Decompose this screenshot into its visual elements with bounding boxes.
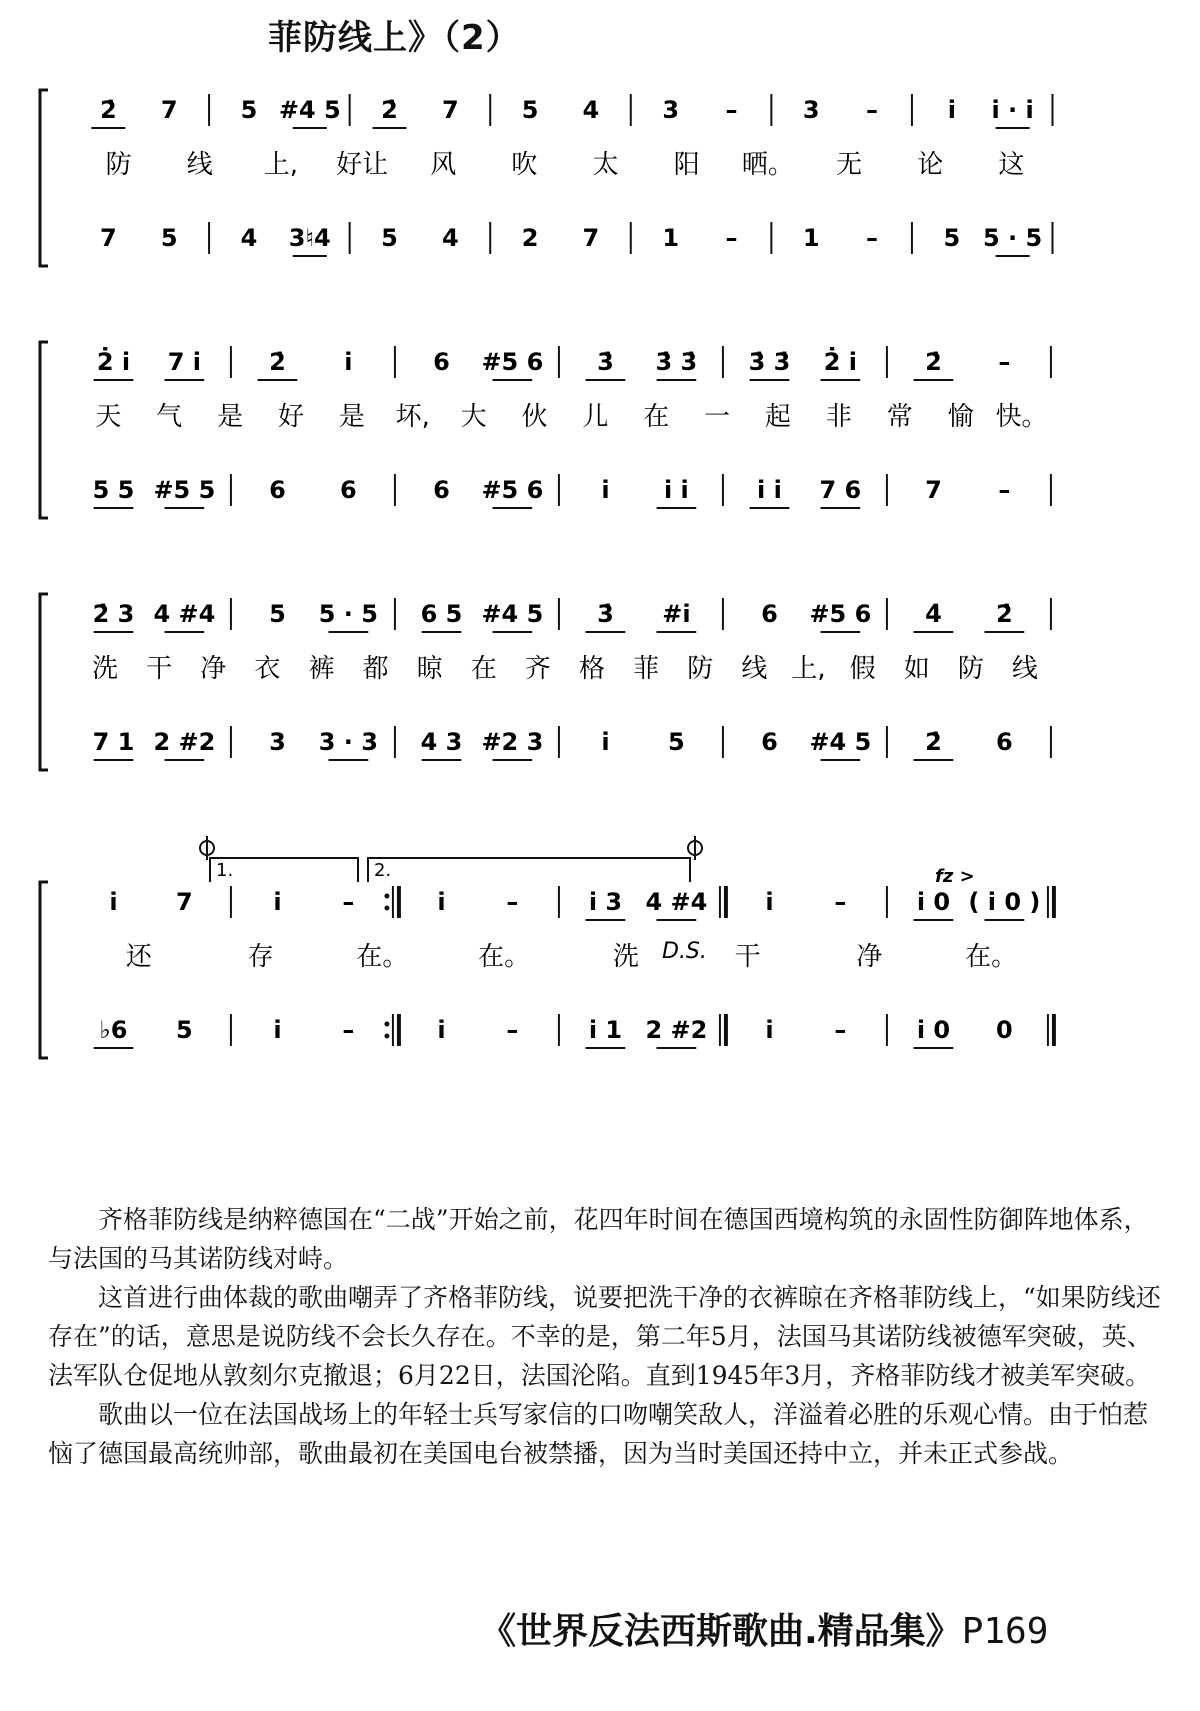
system-1-upper-note: 3̇: [597, 348, 614, 376]
system-1-lyric: 一: [704, 402, 731, 432]
system-2-lower-note: 3: [269, 728, 286, 756]
system-1-upper-note: 3̇ 3̇: [655, 348, 698, 376]
system-2-lower-note: 2̇: [925, 728, 942, 756]
system-2-lyric: 洗: [92, 654, 119, 684]
system-1-lyric: 伙: [521, 402, 548, 432]
system-3-lower-note: i 1: [588, 1016, 623, 1044]
system-0-lyric: 阳: [673, 150, 700, 180]
system-3-upper-note: i 3: [588, 888, 623, 916]
system-bracket-1: [40, 342, 48, 518]
system-2-lyric: 净: [200, 654, 227, 684]
system-3-lyric: 在。: [478, 942, 531, 972]
system-2-lyric: 格: [579, 654, 606, 684]
dynamic-marking: fz >: [935, 866, 975, 887]
system-1-upper-note: 3̇ 3̇: [748, 348, 791, 376]
system-2-upper-note: #i: [662, 600, 691, 628]
system-2-lyric: 假: [849, 654, 876, 684]
system-3-lyric: 干: [734, 942, 761, 972]
system-1-lower-note: –: [998, 476, 1011, 504]
system-2-upper-note: 2̇ 3: [92, 600, 135, 628]
system-3-upper-note: 7: [176, 888, 193, 916]
system-0-lower-note: –: [866, 224, 879, 252]
system-2-lower-note: 2 #2: [153, 728, 216, 756]
system-2-upper-note: 4̇: [925, 600, 942, 628]
system-3-upper-repeat-dot: [384, 906, 389, 911]
system-1-lyric: 快。: [995, 402, 1048, 432]
system-3-upper-note: i: [109, 888, 118, 916]
system-bracket-2: [40, 594, 48, 770]
system-2-upper-note: 4 #4: [153, 600, 216, 628]
system-2-lower-note: 3 · 3: [318, 728, 378, 756]
system-1-lower-note: i i: [757, 476, 782, 504]
system-1-lower-note: 7 6: [819, 476, 862, 504]
source-citation: [480, 1603, 1048, 1654]
system-2-lyric: 防: [957, 654, 984, 684]
system-1-lyric: 在: [643, 402, 670, 432]
system-2-lyric: 在: [470, 654, 497, 684]
system-0-lower-note: 1: [802, 224, 820, 252]
system-1-upper-note: 2̇: [925, 348, 942, 376]
system-1-lyric: 是: [338, 402, 365, 432]
system-2-lower-note: #2 3: [481, 728, 544, 756]
system-0-lyric: 线: [186, 150, 213, 180]
system-1-upper-note: 2̇: [269, 348, 286, 376]
system-3-lyric: 在。: [356, 942, 409, 972]
system-3-lyric: 存: [247, 942, 274, 972]
system-3-lower-note: i: [765, 1016, 774, 1044]
system-1-upper-note: 2̇ i: [96, 348, 131, 376]
system-3-lower-repeat-dot: [384, 1022, 389, 1027]
system-2-lower-note: 4 3: [420, 728, 463, 756]
system-3-lyric: 洗: [612, 942, 639, 972]
system-3-lyric: 净: [856, 942, 883, 972]
system-0-lyric: 防: [105, 150, 132, 180]
commentary: [48, 1200, 1163, 1473]
source-page: P169: [961, 1611, 1049, 1652]
system-3-upper-note: –: [834, 888, 847, 916]
system-1-lyric: 好: [278, 402, 305, 432]
system-0-lower-note: 7: [582, 224, 600, 252]
system-1-lyric: 大: [460, 402, 487, 432]
system-1-lower-note: 6: [433, 476, 450, 504]
system-0-lyric: 论: [917, 150, 944, 180]
source-book: 《世界反法西斯歌曲.精品集》: [480, 1611, 962, 1652]
system-1-lyric: 常: [886, 402, 913, 432]
system-1-lyric: 儿: [582, 402, 609, 432]
system-1-lyric: 坏,: [395, 402, 430, 432]
system-2-upper-note: 2̇: [996, 600, 1013, 628]
system-0-lower-note: 5: [943, 224, 961, 252]
ending-bracket-2: [368, 858, 690, 882]
system-0-lower-note: 5: [381, 224, 398, 252]
system-3-lyric: 还: [125, 942, 152, 972]
system-1-upper-note: 6: [433, 348, 450, 376]
system-2-lyric: 晾: [416, 654, 443, 684]
system-0-lower-note: 4: [441, 224, 459, 252]
system-3-lower-note: i: [437, 1016, 446, 1044]
system-2-upper-note: #4 5: [481, 600, 544, 628]
system-0-lower-note: 3♮4: [288, 224, 331, 252]
system-bracket-0: [40, 90, 48, 266]
system-3-lower-note: –: [342, 1016, 355, 1044]
system-bracket-3: [40, 882, 48, 1058]
system-2-upper-note: 6: [761, 600, 778, 628]
system-3-lower-note: i 0: [916, 1016, 951, 1044]
system-0-lyric: 这: [998, 150, 1025, 180]
system-0-lower-note: 5 · 5: [982, 224, 1043, 252]
system-1-lyric: 起: [765, 402, 792, 432]
system-3-lower-note: –: [834, 1016, 847, 1044]
system-1-lower-note: #5 5: [153, 476, 216, 504]
commentary-paragraph-3: 歌曲以一位在法国战场上的年轻士兵写家信的口吻嘲笑敌人，洋溢着必胜的乐观心情。由于怕惹恼了德国最高统帅部，歌曲最初在美国电台被禁播，因为当时美国还持中立，并未正式参战。: [48, 1400, 1149, 1468]
system-1-lower-note: 6: [269, 476, 286, 504]
system-2-lyric: 裤: [308, 654, 335, 684]
commentary-paragraph-1: 齐格菲防线是纳粹德国在“二战”开始之前，花四年时间在德国西境构筑的永固性防御阵地体系，与法国的马其诺防线对峙。: [48, 1205, 1149, 1273]
system-3-upper-note: 4 #4: [645, 888, 708, 916]
system-1-upper-note: 7 i: [167, 348, 202, 376]
system-0-upper-note: 2̇: [100, 96, 117, 124]
system-2-upper-note: 3̇: [597, 600, 614, 628]
system-1-lower-note: 7: [925, 476, 942, 504]
system-0-upper-note: –: [725, 96, 738, 124]
system-2-lyric: 上,: [791, 654, 826, 684]
system-3-upper-note: –: [342, 888, 355, 916]
system-1-upper-note: #5 6: [481, 348, 544, 376]
system-2-lyric: 都: [362, 654, 389, 684]
system-3-lower-note: i: [273, 1016, 282, 1044]
ds-marking: D.S.: [662, 939, 707, 964]
system-2-upper-note: 5 · 5: [318, 600, 378, 628]
system-2-lyric: 线: [741, 654, 768, 684]
system-0-lyric: 太: [592, 150, 619, 180]
system-2-lyric: 如: [903, 654, 930, 684]
system-2-lyric: 线: [1011, 654, 1038, 684]
system-2-lyric: 防: [687, 654, 714, 684]
system-2-lower-note: #4 5: [809, 728, 872, 756]
system-0-lyric: 风: [430, 150, 457, 180]
system-1-upper-note: i: [344, 348, 353, 376]
system-2-lyric: 齐: [524, 654, 551, 684]
system-0-lower-note: –: [725, 224, 738, 252]
system-0-lower-note: 1: [662, 224, 680, 252]
system-1-lower-note: 5 5: [92, 476, 135, 504]
system-0-upper-note: 2̇: [381, 96, 398, 124]
system-0-upper-note: 3: [802, 96, 820, 124]
system-0-upper-note: #4 5: [278, 96, 341, 124]
system-3-upper-note: i: [437, 888, 446, 916]
system-1-lower-note: i i: [663, 476, 689, 504]
system-1-lyric: 天: [95, 402, 122, 432]
system-2-lower-note: 6: [996, 728, 1013, 756]
system-2-lower-note: i: [601, 728, 610, 756]
system-2-lyric: 干: [146, 654, 173, 684]
system-0-lower-note: 5: [160, 224, 178, 252]
system-3-lower-note: 2 #2: [645, 1016, 708, 1044]
system-2-upper-note: 5: [269, 600, 286, 628]
system-3-lower-note: 0: [996, 1016, 1013, 1044]
system-2-lower-note: 7 1: [92, 728, 135, 756]
system-3-upper-repeat-dot: [384, 894, 389, 899]
system-3-upper-note: i: [765, 888, 774, 916]
system-0-upper-note: 5: [240, 96, 258, 124]
system-3-lower-note: 5: [176, 1016, 193, 1044]
system-0-upper-note: 7: [160, 96, 178, 124]
system-1-upper-note: 2̇ i: [823, 348, 858, 376]
system-3-lower-repeat-dot: [384, 1034, 389, 1039]
system-3-lyric: 在。: [965, 942, 1018, 972]
system-0-upper-note: 4: [582, 96, 600, 124]
system-0-lyric: 上,: [263, 150, 299, 180]
system-2-lyric: 菲: [633, 654, 660, 684]
system-3-upper-note: i 0: [916, 888, 951, 916]
system-0-lyric: 好让: [336, 150, 389, 180]
system-2-upper-note: 6 5: [420, 600, 463, 628]
system-1-lower-note: 6: [340, 476, 357, 504]
system-0-upper-note: i · i: [991, 96, 1034, 124]
ending-2-label: 2.: [374, 860, 392, 881]
page-title: 菲防线上》（2）: [268, 18, 521, 58]
system-1-upper-note: –: [998, 348, 1011, 376]
system-2-lower-note: 6: [761, 728, 778, 756]
system-0-upper-note: 5: [521, 96, 539, 124]
system-3-lower-note: ♭6: [99, 1016, 128, 1044]
system-0-lower-note: 7: [100, 224, 117, 252]
system-1-lower-note: i: [601, 476, 610, 504]
system-0-upper-note: i: [947, 96, 956, 124]
ending-1-label: 1.: [216, 860, 234, 881]
system-1-lyric: 是: [217, 402, 244, 432]
system-1-lower-note: #5 6: [481, 476, 544, 504]
system-0-upper-note: 7: [441, 96, 459, 124]
commentary-paragraph-2: 这首进行曲体裁的歌曲嘲弄了齐格菲防线，说要把洗干净的衣裤晾在齐格菲防线上，“如果防线还存在”的话，意思是说防线不会长久存在。不幸的是，第二年5月，法国马其诺防线被德军突破，英、法军队仓促地从敦刻尔克撤退；6月22日，法国沦陷。直到1945年3月，齐格菲防线才被美军突破。: [48, 1283, 1161, 1390]
system-2-lower-note: 5: [668, 728, 685, 756]
system-0-lyric: 无: [836, 150, 863, 180]
system-3-upper-note: ( i 0 ): [968, 888, 1041, 916]
system-0-lower-note: 2: [521, 224, 539, 252]
system-3-upper-note: –: [506, 888, 519, 916]
system-1-lyric: 愉: [947, 402, 974, 432]
system-3-lower-note: –: [506, 1016, 519, 1044]
system-1-lyric: 气: [156, 402, 183, 432]
system-0-upper-note: 3: [662, 96, 680, 124]
system-0-lower-note: 4: [240, 224, 258, 252]
system-0-lyric: 吹: [511, 150, 538, 180]
system-2-upper-note: #5 6: [809, 600, 872, 628]
system-3-upper-note: i: [273, 888, 282, 916]
system-1-lyric: 非: [825, 402, 852, 432]
system-0-upper-note: –: [866, 96, 879, 124]
system-2-lyric: 衣: [254, 654, 281, 684]
system-0-lyric: 晒。: [741, 150, 794, 180]
